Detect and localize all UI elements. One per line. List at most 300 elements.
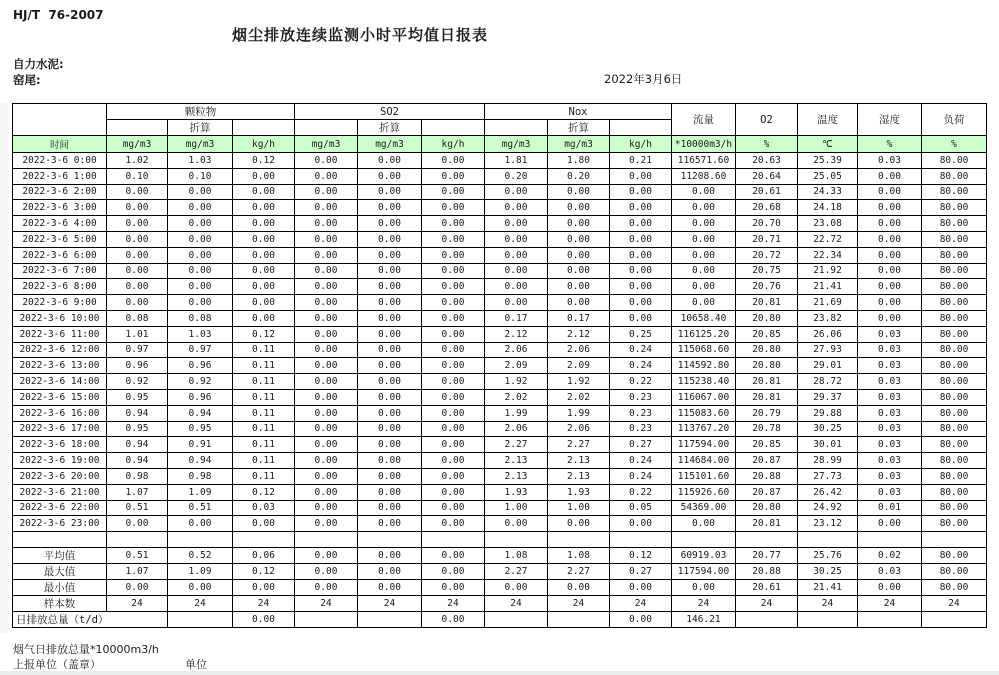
- cell-flow: 113767.20: [672, 421, 736, 437]
- cell-pm-mg: 0.00: [107, 295, 168, 311]
- cell-temp: 27.73: [798, 468, 858, 484]
- header-time-blank: [13, 104, 107, 136]
- cell-temp: 30.25: [798, 421, 858, 437]
- cell-nox-converted-mg: [548, 611, 610, 627]
- cell-nox-kgh: 0.00: [610, 310, 672, 326]
- hour-row: [13, 389, 987, 405]
- spacer-row: [13, 532, 987, 548]
- cell-flow: 117594.00: [672, 563, 736, 579]
- cell-load: 80.00: [922, 563, 987, 579]
- cell-humidity: 0.03: [858, 326, 922, 342]
- cell-load: 80.00: [922, 579, 987, 595]
- cell-nox-converted-mg: 1.99: [548, 405, 610, 421]
- cell-load: 24: [922, 595, 987, 611]
- cell-temp: 25.05: [798, 168, 858, 184]
- cell-empty: [485, 532, 548, 548]
- summary-row-average: [13, 547, 987, 563]
- cell-nox-kgh: 0.00: [610, 168, 672, 184]
- cell-pm-kgh: 0.00: [233, 579, 295, 595]
- cell-o2: 20.80: [736, 358, 798, 374]
- cell-so2-converted-mg: 0.00: [358, 563, 422, 579]
- cell-temp: 21.69: [798, 295, 858, 311]
- cell-o2: 20.81: [736, 389, 798, 405]
- cell-pm-converted-mg: 0.97: [168, 342, 233, 358]
- cell-temp: 21.41: [798, 279, 858, 295]
- cell-so2-mg: 0.00: [295, 389, 358, 405]
- cell-pm-mg: 0.51: [107, 547, 168, 563]
- cell-load: 80.00: [922, 547, 987, 563]
- cell-temp: [798, 611, 858, 627]
- cell-o2: 20.80: [736, 342, 798, 358]
- cell-time: 2022-3-6 11:00: [13, 326, 107, 342]
- summary-row-maximum: [13, 563, 987, 579]
- cell-pm-kgh: 0.11: [233, 437, 295, 453]
- cell-o2: [736, 611, 798, 627]
- cell-flow: 0.00: [672, 231, 736, 247]
- hour-row: [13, 374, 987, 390]
- header-nox-converted: 折算: [548, 120, 610, 136]
- cell-load: 80.00: [922, 358, 987, 374]
- cell-pm-kgh: 0.12: [233, 484, 295, 500]
- cell-humidity: 0.00: [858, 579, 922, 595]
- cell-temp: 21.41: [798, 579, 858, 595]
- cell-empty: [736, 532, 798, 548]
- cell-o2: 20.63: [736, 153, 798, 169]
- cell-load: 80.00: [922, 168, 987, 184]
- cell-nox-kgh: 0.21: [610, 153, 672, 169]
- reporting-unit-label: 上报单位（盖章）: [13, 658, 101, 671]
- cell-temp: 26.42: [798, 484, 858, 500]
- cell-pm-converted-mg: 1.09: [168, 563, 233, 579]
- cell-o2: 20.61: [736, 184, 798, 200]
- cell-time: 2022-3-6 6:00: [13, 247, 107, 263]
- cell-pm-mg: 0.94: [107, 405, 168, 421]
- cell-pm-mg: 0.95: [107, 389, 168, 405]
- cell-so2-converted-mg: 0.00: [358, 484, 422, 500]
- daily-total-label: 日排放总量（t/d）: [13, 611, 168, 627]
- cell-load: 80.00: [922, 342, 987, 358]
- cell-nox-mg: 2.02: [485, 389, 548, 405]
- cell-load: 80.00: [922, 200, 987, 216]
- hour-row: [13, 263, 987, 279]
- hour-row: [13, 358, 987, 374]
- cell-temp: 30.01: [798, 437, 858, 453]
- cell-so2-converted-mg: 0.00: [358, 374, 422, 390]
- cell-humidity: 0.03: [858, 453, 922, 469]
- cell-pm-converted-mg: 0.95: [168, 421, 233, 437]
- cell-nox-mg: 2.13: [485, 453, 548, 469]
- cell-nox-mg: 0.00: [485, 184, 548, 200]
- cell-so2-mg: 0.00: [295, 500, 358, 516]
- cell-o2: 20.81: [736, 295, 798, 311]
- cell-so2-converted-mg: 0.00: [358, 579, 422, 595]
- page-title: 烟尘排放连续监测小时平均值日报表: [231, 26, 488, 44]
- cell-pm-mg: 0.51: [107, 500, 168, 516]
- summary-row-sample-count: [13, 595, 987, 611]
- header-so2-rate: [422, 120, 485, 136]
- cell-temp: 29.88: [798, 405, 858, 421]
- cell-pm-mg: 0.94: [107, 453, 168, 469]
- header-pm-rate: [233, 120, 295, 136]
- cell-load: 80.00: [922, 326, 987, 342]
- cell-so2-converted-mg: 0.00: [358, 263, 422, 279]
- cell-flow: 115068.60: [672, 342, 736, 358]
- cell-pm-converted-mg: 0.00: [168, 216, 233, 232]
- unit-pm-kgh: kg/h: [233, 136, 295, 153]
- hour-row: [13, 421, 987, 437]
- cell-o2: 20.85: [736, 326, 798, 342]
- cell-so2-mg: 0.00: [295, 342, 358, 358]
- cell-so2-converted-mg: 0.00: [358, 200, 422, 216]
- cell-so2-mg: 0.00: [295, 547, 358, 563]
- cell-load: 80.00: [922, 184, 987, 200]
- cell-pm-converted-mg: 0.00: [168, 516, 233, 532]
- cell-so2-kgh: 0.00: [422, 421, 485, 437]
- unit-humidity: %: [858, 136, 922, 153]
- cell-o2: 20.80: [736, 310, 798, 326]
- cell-empty: [672, 532, 736, 548]
- cell-so2-mg: 0.00: [295, 358, 358, 374]
- cell-nox-converted-mg: 0.20: [548, 168, 610, 184]
- cell-pm-mg: 0.00: [107, 263, 168, 279]
- cell-so2-kgh: 0.00: [422, 310, 485, 326]
- cell-humidity: 0.00: [858, 279, 922, 295]
- header-load: 负荷: [922, 104, 987, 136]
- cell-so2-mg: 0.00: [295, 437, 358, 453]
- header-unit-row: [13, 136, 987, 153]
- cell-humidity: 0.03: [858, 484, 922, 500]
- summary-label-sample-count: 样本数: [13, 595, 107, 611]
- cell-pm-kgh: 0.11: [233, 453, 295, 469]
- cell-so2-converted-mg: 24: [358, 595, 422, 611]
- cell-so2-mg: 0.00: [295, 421, 358, 437]
- cell-humidity: 0.03: [858, 421, 922, 437]
- cell-pm-mg: 0.00: [107, 516, 168, 532]
- cell-nox-mg: 2.06: [485, 421, 548, 437]
- cell-pm-converted-mg: 0.10: [168, 168, 233, 184]
- cell-time: 2022-3-6 18:00: [13, 437, 107, 453]
- summary-row-minimum: [13, 579, 987, 595]
- cell-pm-kgh: 0.12: [233, 326, 295, 342]
- cell-so2-mg: 0.00: [295, 563, 358, 579]
- cell-so2-converted-mg: 0.00: [358, 516, 422, 532]
- cell-pm-kgh: 0.00: [233, 184, 295, 200]
- cell-so2-kgh: 0.00: [422, 184, 485, 200]
- cell-pm-converted-mg: 0.94: [168, 453, 233, 469]
- cell-pm-converted-mg: [168, 611, 233, 627]
- cell-nox-kgh: 0.24: [610, 358, 672, 374]
- cell-nox-mg: 1.08: [485, 547, 548, 563]
- hour-row: [13, 216, 987, 232]
- cell-load: 80.00: [922, 421, 987, 437]
- cell-time: 2022-3-6 7:00: [13, 263, 107, 279]
- cell-nox-converted-mg: 0.00: [548, 231, 610, 247]
- summary-label-average: 平均值: [13, 547, 107, 563]
- unit-so2-kgh: kg/h: [422, 136, 485, 153]
- cell-time: 2022-3-6 5:00: [13, 231, 107, 247]
- cell-o2: 20.81: [736, 374, 798, 390]
- hour-row: [13, 405, 987, 421]
- cell-nox-kgh: 0.24: [610, 468, 672, 484]
- cell-pm-converted-mg: 0.00: [168, 263, 233, 279]
- cell-flow: 0.00: [672, 184, 736, 200]
- header-nox-rate: [610, 120, 672, 136]
- cell-nox-kgh: 0.24: [610, 342, 672, 358]
- cell-so2-kgh: 0.00: [422, 579, 485, 595]
- cell-humidity: [858, 611, 922, 627]
- cell-nox-mg: 0.00: [485, 231, 548, 247]
- table-head: [13, 104, 987, 153]
- cell-o2: 20.79: [736, 405, 798, 421]
- cell-so2-kgh: 0.00: [422, 516, 485, 532]
- cell-nox-converted-mg: 0.00: [548, 295, 610, 311]
- cell-temp: 29.01: [798, 358, 858, 374]
- cell-nox-converted-mg: 2.06: [548, 421, 610, 437]
- cell-pm-mg: 0.92: [107, 374, 168, 390]
- cell-so2-kgh: 0.00: [422, 389, 485, 405]
- unit-nox-kgh: kg/h: [610, 136, 672, 153]
- cell-o2: 20.85: [736, 437, 798, 453]
- cell-nox-mg: 1.00: [485, 500, 548, 516]
- summary-label-minimum: 最小值: [13, 579, 107, 595]
- cell-nox-converted-mg: 2.27: [548, 437, 610, 453]
- header-group-so2: SO2: [295, 104, 485, 120]
- cell-empty: [610, 532, 672, 548]
- cell-o2: 20.76: [736, 279, 798, 295]
- cell-nox-kgh: 0.00: [610, 200, 672, 216]
- cell-pm-converted-mg: 0.96: [168, 389, 233, 405]
- cell-flow: 116125.20: [672, 326, 736, 342]
- cell-pm-kgh: 0.00: [233, 279, 295, 295]
- cell-pm-converted-mg: 1.09: [168, 484, 233, 500]
- cell-so2-converted-mg: 0.00: [358, 279, 422, 295]
- cell-temp: 26.06: [798, 326, 858, 342]
- cell-o2: 20.87: [736, 484, 798, 500]
- cell-pm-mg: 0.10: [107, 168, 168, 184]
- cell-humidity: 0.02: [858, 547, 922, 563]
- cell-so2-mg: 0.00: [295, 453, 358, 469]
- cell-so2-mg: 0.00: [295, 153, 358, 169]
- cell-pm-mg: 0.96: [107, 358, 168, 374]
- cell-time: 2022-3-6 12:00: [13, 342, 107, 358]
- cell-empty: [358, 532, 422, 548]
- cell-humidity: 0.03: [858, 153, 922, 169]
- hour-row: [13, 279, 987, 295]
- cell-so2-kgh: 0.00: [422, 563, 485, 579]
- cell-so2-converted-mg: 0.00: [358, 231, 422, 247]
- cell-flow: 10658.40: [672, 310, 736, 326]
- cell-nox-mg: 2.27: [485, 437, 548, 453]
- cell-so2-mg: 24: [295, 595, 358, 611]
- cell-load: 80.00: [922, 216, 987, 232]
- cell-pm-converted-mg: 0.00: [168, 200, 233, 216]
- unit-temp: ℃: [798, 136, 858, 153]
- cell-nox-converted-mg: 1.93: [548, 484, 610, 500]
- hour-row: [13, 453, 987, 469]
- cell-pm-mg: 0.00: [107, 247, 168, 263]
- cell-nox-kgh: 0.00: [610, 295, 672, 311]
- cell-nox-converted-mg: 1.00: [548, 500, 610, 516]
- cell-load: 80.00: [922, 295, 987, 311]
- cell-so2-mg: [295, 611, 358, 627]
- cell-flow: 117594.00: [672, 437, 736, 453]
- cell-nox-kgh: 0.00: [610, 231, 672, 247]
- header-flow: 流量: [672, 104, 736, 136]
- cell-humidity: 24: [858, 595, 922, 611]
- cell-temp: 21.92: [798, 263, 858, 279]
- cell-so2-mg: 0.00: [295, 326, 358, 342]
- cell-pm-converted-mg: 0.00: [168, 184, 233, 200]
- cell-load: 80.00: [922, 484, 987, 500]
- cell-pm-mg: 1.01: [107, 326, 168, 342]
- cell-humidity: 0.00: [858, 263, 922, 279]
- cell-so2-converted-mg: 0.00: [358, 421, 422, 437]
- cell-load: 80.00: [922, 279, 987, 295]
- cell-so2-kgh: 0.00: [422, 405, 485, 421]
- cell-empty: [548, 532, 610, 548]
- cell-o2: 20.72: [736, 247, 798, 263]
- cell-nox-kgh: 0.27: [610, 437, 672, 453]
- cell-o2: 20.70: [736, 216, 798, 232]
- cell-pm-mg: 0.00: [107, 216, 168, 232]
- cell-time: 2022-3-6 2:00: [13, 184, 107, 200]
- cell-so2-mg: 0.00: [295, 263, 358, 279]
- cell-nox-mg: 0.00: [485, 279, 548, 295]
- cell-nox-mg: 0.17: [485, 310, 548, 326]
- cell-pm-mg: 0.95: [107, 421, 168, 437]
- cell-nox-converted-mg: 1.80: [548, 153, 610, 169]
- cell-flow: 0.00: [672, 216, 736, 232]
- cell-nox-mg: 1.81: [485, 153, 548, 169]
- cell-pm-converted-mg: 0.91: [168, 437, 233, 453]
- cell-pm-kgh: 0.06: [233, 547, 295, 563]
- cell-so2-kgh: 0.00: [422, 500, 485, 516]
- cell-pm-kgh: 0.11: [233, 421, 295, 437]
- cell-nox-converted-mg: 0.17: [548, 310, 610, 326]
- cell-humidity: 0.00: [858, 295, 922, 311]
- cell-so2-kgh: 0.00: [422, 437, 485, 453]
- hour-row: [13, 468, 987, 484]
- standard-code: HJ/T 76-2007: [13, 8, 104, 22]
- cell-pm-mg: 1.07: [107, 484, 168, 500]
- cell-so2-kgh: 0.00: [422, 263, 485, 279]
- cell-so2-kgh: 0.00: [422, 279, 485, 295]
- cell-humidity: 0.01: [858, 500, 922, 516]
- cell-nox-mg: 0.00: [485, 295, 548, 311]
- report-table-container: [12, 103, 987, 628]
- header-o2: O2: [736, 104, 798, 136]
- cell-time: 2022-3-6 10:00: [13, 310, 107, 326]
- flue-gas-total-note: 烟气日排放总量*10000m3/h: [13, 643, 159, 656]
- cell-temp: 22.72: [798, 231, 858, 247]
- cell-humidity: 0.03: [858, 437, 922, 453]
- cell-so2-mg: 0.00: [295, 295, 358, 311]
- cell-humidity: 0.00: [858, 168, 922, 184]
- cell-nox-kgh: 0.00: [610, 184, 672, 200]
- cell-pm-kgh: 24: [233, 595, 295, 611]
- cell-nox-converted-mg: 2.27: [548, 563, 610, 579]
- cell-flow: 114684.00: [672, 453, 736, 469]
- cell-pm-converted-mg: 0.52: [168, 547, 233, 563]
- cell-pm-kgh: 0.00: [233, 168, 295, 184]
- cell-so2-converted-mg: 0.00: [358, 184, 422, 200]
- cell-empty: [233, 532, 295, 548]
- cell-nox-converted-mg: 0.00: [548, 263, 610, 279]
- cell-empty: [922, 532, 987, 548]
- cell-load: 80.00: [922, 389, 987, 405]
- cell-nox-mg: 0.00: [485, 516, 548, 532]
- cell-nox-kgh: 0.22: [610, 374, 672, 390]
- table-body: [13, 153, 987, 628]
- cell-pm-mg: 1.02: [107, 153, 168, 169]
- daily-total-row: [13, 611, 987, 627]
- cell-time: 2022-3-6 13:00: [13, 358, 107, 374]
- cell-flow: 0.00: [672, 200, 736, 216]
- cell-so2-mg: 0.00: [295, 374, 358, 390]
- cell-nox-kgh: 0.24: [610, 453, 672, 469]
- cell-flow: 116571.60: [672, 153, 736, 169]
- cell-o2: 20.68: [736, 200, 798, 216]
- cell-nox-mg: 2.09: [485, 358, 548, 374]
- monitoring-point: 窑尾:: [13, 73, 41, 87]
- cell-pm-mg: 0.00: [107, 579, 168, 595]
- cell-flow: 0.00: [672, 516, 736, 532]
- cell-humidity: 0.03: [858, 358, 922, 374]
- hour-row: [13, 184, 987, 200]
- hour-row: [13, 437, 987, 453]
- unit-label: 单位: [185, 658, 207, 671]
- cell-nox-mg: 0.00: [485, 263, 548, 279]
- cell-time: 2022-3-6 8:00: [13, 279, 107, 295]
- cell-so2-converted-mg: 0.00: [358, 310, 422, 326]
- unit-load: %: [922, 136, 987, 153]
- cell-pm-converted-mg: 0.00: [168, 247, 233, 263]
- hour-row: [13, 231, 987, 247]
- cell-load: 80.00: [922, 453, 987, 469]
- cell-time: 2022-3-6 3:00: [13, 200, 107, 216]
- cell-nox-kgh: 0.23: [610, 421, 672, 437]
- cell-empty: [13, 532, 107, 548]
- cell-humidity: 0.03: [858, 405, 922, 421]
- cell-o2: 24: [736, 595, 798, 611]
- cell-so2-mg: 0.00: [295, 247, 358, 263]
- cell-nox-converted-mg: 2.13: [548, 453, 610, 469]
- cell-flow: 0.00: [672, 247, 736, 263]
- cell-pm-mg: 24: [107, 595, 168, 611]
- cell-o2: 20.71: [736, 231, 798, 247]
- cell-load: 80.00: [922, 153, 987, 169]
- header-pm-converted: 折算: [168, 120, 233, 136]
- cell-nox-converted-mg: 0.00: [548, 247, 610, 263]
- cell-pm-converted-mg: 0.92: [168, 374, 233, 390]
- header-nox-direct: [485, 120, 548, 136]
- header-so2-converted: 折算: [358, 120, 422, 136]
- unit-o2: %: [736, 136, 798, 153]
- cell-flow: 0.00: [672, 279, 736, 295]
- cell-pm-kgh: 0.00: [233, 247, 295, 263]
- cell-pm-mg: 0.98: [107, 468, 168, 484]
- unit-nox-mg: mg/m3: [485, 136, 548, 153]
- cell-so2-kgh: 0.00: [422, 231, 485, 247]
- cell-flow: 115083.60: [672, 405, 736, 421]
- summary-label-maximum: 最大值: [13, 563, 107, 579]
- cell-flow: 0.00: [672, 295, 736, 311]
- cell-flow: 0.00: [672, 263, 736, 279]
- unit-so2-mg: mg/m3: [295, 136, 358, 153]
- cell-nox-mg: 24: [485, 595, 548, 611]
- cell-nox-kgh: 0.00: [610, 263, 672, 279]
- header-time: 时间: [13, 136, 107, 153]
